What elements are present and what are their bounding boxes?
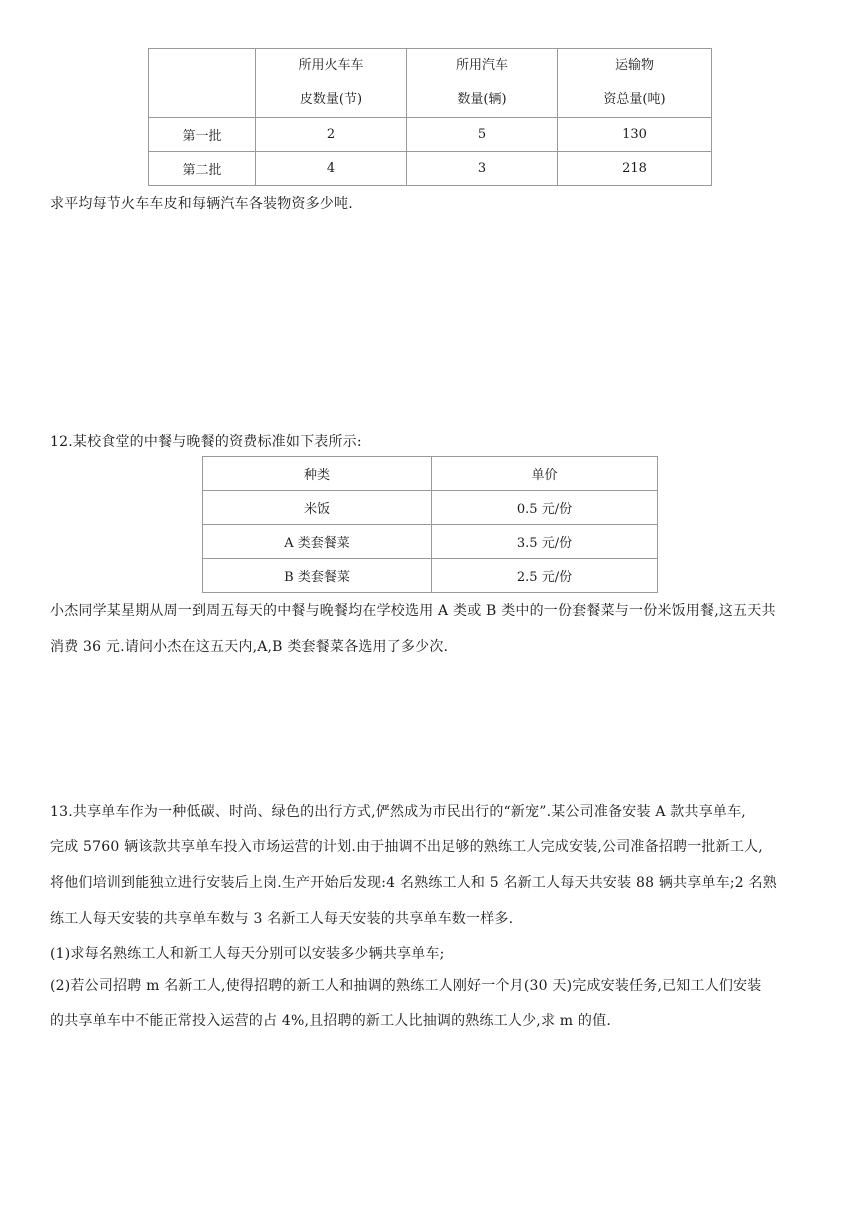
table-row [203,559,658,593]
header-train-line1: 所用火车车 [298,58,364,73]
meal-price-table [202,456,658,593]
q12-text-line2: 消费 36 元.请问小杰在这五天内,A,B 类套餐菜各选用了多少次. [50,639,449,655]
transport-table [148,48,712,186]
q13-text-line2: 完成 5760 辆该款共享单车投入市场运营的计划.由于抽调不出足够的熟练工人完成安装,公司准备招聘一批新工人, [50,839,763,855]
header-goods-line1: 运输物 [614,58,654,73]
header-unit-price: 单价 [432,457,658,491]
row-label: 第一批 [149,118,256,152]
q11-prompt: 求平均每节火车车皮和每辆汽车各装物资多少吨. [50,196,353,212]
table-cell: 2 [256,118,407,152]
table-cell: 3 [407,152,558,186]
table-cell: 0.5 元/份 [432,491,658,525]
header-empty-cell [149,49,256,118]
q13-text-line3: 将他们培训到能独立进行安装后上岗.生产开始后发现:4 名熟练工人和 5 名新工人每天共安装 88 辆共享单车;2 名熟 [50,875,777,891]
header-goods-line2: 资总量(吨) [603,92,666,107]
table-cell: 4 [256,152,407,186]
header-trucks [407,49,558,118]
table-cell: 2.5 元/份 [432,559,658,593]
table-row [203,491,658,525]
q13-part1: (1)求每名熟练工人和新工人每天分别可以安装多少辆共享单车; [50,946,445,962]
table-row [203,525,658,559]
table-row [149,118,712,152]
table-row [149,152,712,186]
table-cell: 3.5 元/份 [432,525,658,559]
table-cell: 130 [558,118,712,152]
meal-table-header [203,457,658,491]
transport-table-header [149,49,712,118]
q13-text-line1: 13.共享单车作为一种低碳、时尚、绿色的出行方式,俨然成为市民出行的“新宠”.某公司准备安装 A 款共享单车, [50,804,746,820]
header-train-line2: 皮数量(节) [299,92,363,107]
q13-text-line4: 练工人每天安装的共享单车数与 3 名新工人每天安装的共享单车数一样多. [50,911,514,927]
table-cell: 米饭 [203,491,432,525]
header-category: 种类 [203,457,432,491]
row-label: 第二批 [149,152,256,186]
q13-part2-line1: (2)若公司招聘 m 名新工人,使得招聘的新工人和抽调的熟练工人刚好一个月(30 天)完成安装任务,已知工人们安装 [50,978,762,994]
header-trucks-line1: 所用汽车 [455,58,508,73]
table-cell: A 类套餐菜 [203,525,432,559]
table-cell: B 类套餐菜 [203,559,432,593]
q12-intro: 12.某校食堂的中餐与晚餐的资费标准如下表所示: [50,434,362,450]
q12-text-line1: 小杰同学某星期从周一到周五每天的中餐与晚餐均在学校选用 A 类或 B 类中的一份套餐菜与一份米饭用餐,这五天共 [50,603,776,619]
table-cell: 218 [558,152,712,186]
header-train-cars [256,49,407,118]
table-cell: 5 [407,118,558,152]
header-total-goods [558,49,712,118]
header-trucks-line2: 数量(辆) [457,92,507,107]
q13-part2-line2: 的共享单车中不能正常投入运营的占 4%,且招聘的新工人比抽调的熟练工人少,求 m 的值. [50,1013,611,1029]
